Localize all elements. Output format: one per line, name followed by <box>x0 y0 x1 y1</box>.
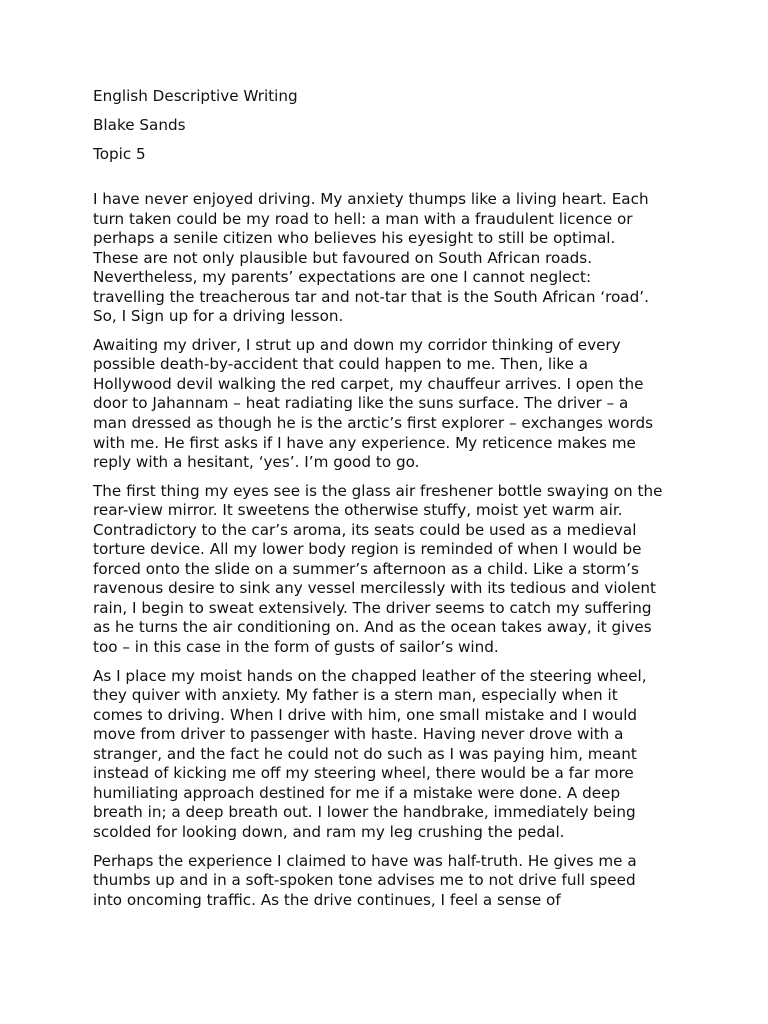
paragraph: As I place my moist hands on the chapped leather of the steering wheel, they quiver with anxiety. My father is a stern man, especially when it comes to driving. When I drive with him, one small mistake and I would move from driver to passenger with haste. Having never drove with a stranger, and the fact he could not do such as I was paying him, meant instead of kicking me off my steering wheel, there would be a far more humiliating approach destined for me if a mistake were done. A deep breath in; a deep breath out. I lower the handbrake, immediately being scolded for looking down, and ram my leg crushing the pedal. <box>93 666 647 841</box>
paragraph: Awaiting my driver, I strut up and down my corridor thinking of every possible death-by-accident that could happen to me. Then, like a Hollywood devil walking the red carpet, my chauffeur arrives. I open the door to Jahannam – heat radiating like the suns surface. The driver – a man dressed as though he is the arctic’s first explorer – exchanges words with me. He first asks if I have any experience. My reticence makes me reply with a hesitant, ‘yes’. I’m good to go. <box>93 335 654 472</box>
course-title: English Descriptive Writing <box>93 87 298 105</box>
document-page <box>93 86 685 919</box>
author-name: Blake Sands <box>93 116 186 134</box>
essay-body <box>93 190 685 910</box>
paragraph: Perhaps the experience I claimed to have was half-truth. He gives me a thumbs up and in a soft-spoken tone advises me to not drive full speed into oncoming traffic. As the drive continues, I feel a sense of <box>93 851 637 909</box>
topic-label: Topic 5 <box>93 145 146 163</box>
document-header <box>93 86 685 164</box>
paragraph: The first thing my eyes see is the glass air freshener bottle swaying on the rear-view mirror. It sweetens the otherwise stuffy, moist yet warm air. Contradictory to the car’s aroma, its seats could be used as a medieval torture device. All my lower body region is reminded of when I would be forced onto the slide on a summer’s afternoon as a child. Like a storm’s ravenous desire to sink any vessel mercilessly with its tedious and violent rain, I begin to sweat extensively. The driver seems to catch my suffering as he turns the air conditioning on. And as the ocean takes away, it gives too – in this case in the form of gusts of sailor’s wind. <box>93 481 663 657</box>
paragraph: I have never enjoyed driving. My anxiety thumps like a living heart. Each turn taken could be my road to hell: a man with a fraudulent licence or perhaps a senile citizen who believes his eyesight to still be optimal. These are not only plausible but favoured on South African roads. Nevertheless, my parents’ expectations are one I cannot neglect: travelling the treacherous tar and not-tar that is the South African ‘road’. So, I Sign up for a driving lesson. <box>93 190 649 326</box>
